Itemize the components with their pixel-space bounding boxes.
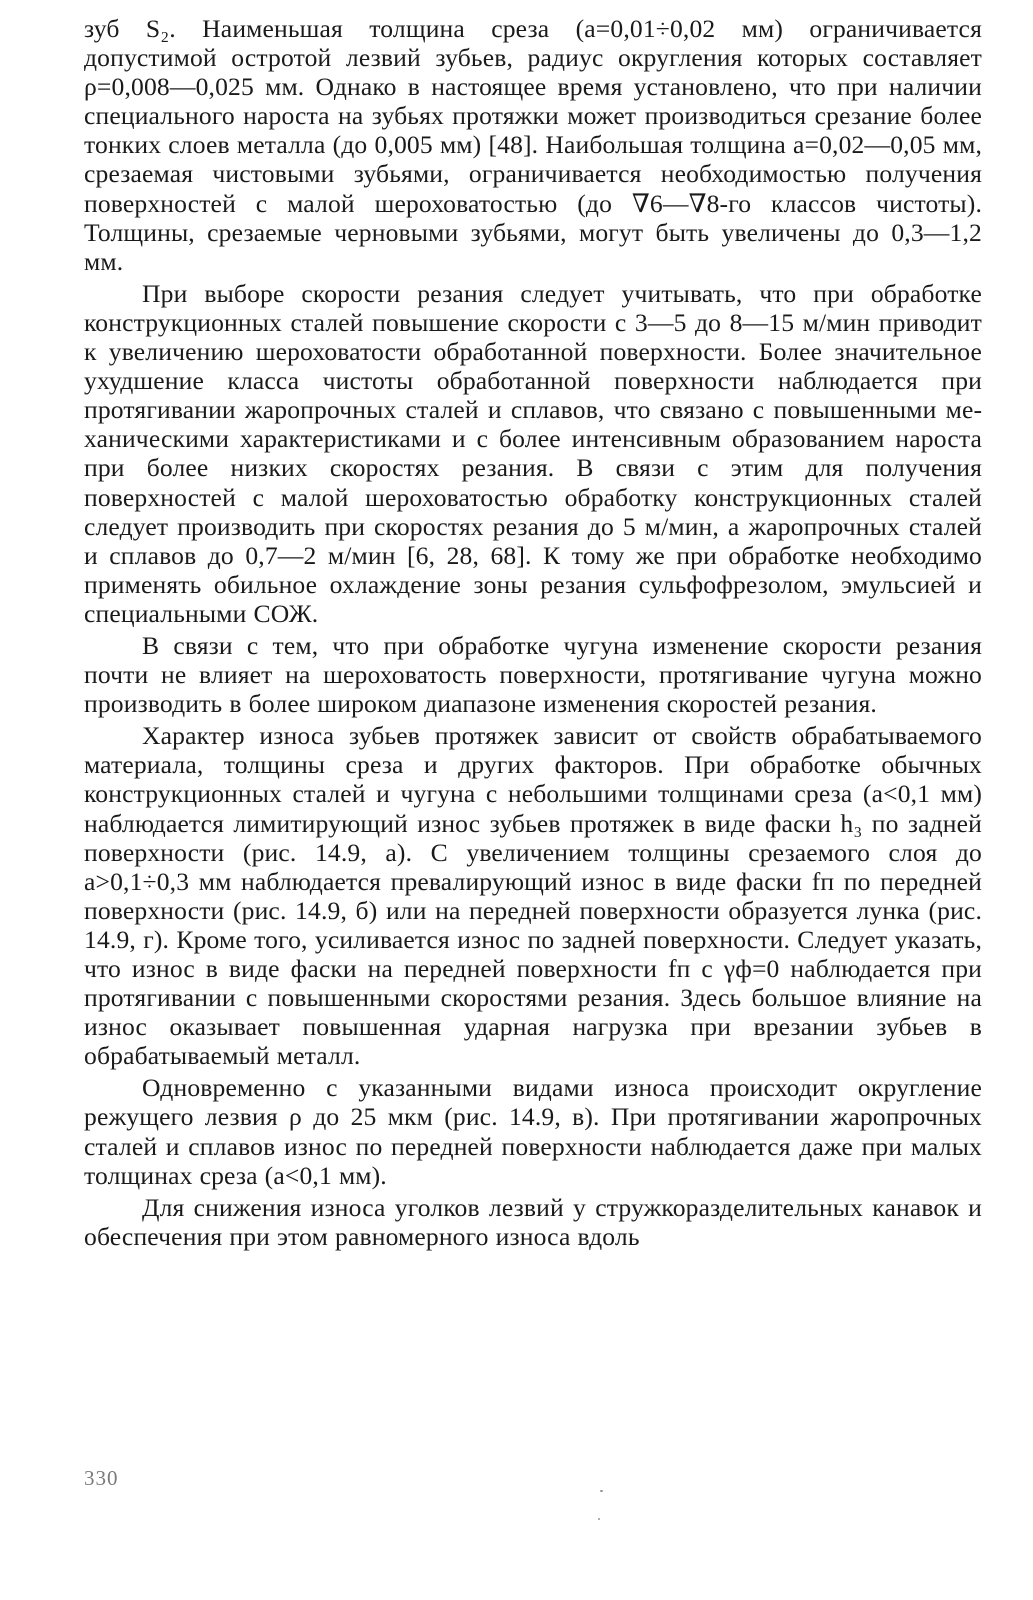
scan-speck xyxy=(598,1518,600,1520)
scan-speck xyxy=(600,1490,603,1492)
paragraph-1: зуб S₂. Наименьшая толщина среза (a=0,01÷0,02 мм) ограничивается допустимой остротой лезвий зубьев, радиус округления которых составляет ρ=0,008—0,025 мм. Однако в настоящее время установлено, что при наличии специального нароста на зубьях протяжки может производиться срезание более тонких слоев металла (до 0,005 мм) [48]. Наибольшая толщина a=0,02—0,05 мм, срезаемая чистовыми зубьями, ограничивается необходимостью получения поверхностей с малой шероховатостью (до ∇6—∇8-го классов чистоты). Толщины, срезаемые черновыми зубьями, могут быть увеличены до 0,3—1,2 мм. xyxy=(84,14,982,276)
paragraph-5: Одновременно с указанными видами износа происходит округление режущего лезвия ρ до 25 мкм (рис. 14.9, в). При протягивании жаропрочных сталей и сплавов износ по передней поверхности наблюдается даже при малых толщинах среза (a<0,1 мм). xyxy=(84,1073,982,1190)
paragraph-2: При выборе скорости резания следует учитывать, что при обработке конструкционных сталей повышение скорости с 3—5 до 8—15 м/мин приводит к увеличению шероховатости обработанной поверхности. Более значительное ухудшение класса чистоты обработанной поверхности наблюдается при протягивании жаропрочных сталей и сплавов, что связано с повышенными механическими характеристиками и с более интенсивным образованием нароста при более низких скоростях резания. В связи с этим для получения поверхностей с малой шероховатостью обработку конструкционных сталей следует производить при скоростях резания до 5 м/мин, а жаропрочных сталей и сплавов до 0,7—2 м/мин [6, 28, 68]. К тому же при обработке необходимо применять обильное охлаждение зоны резания сульфофрезолом, эмульсией и специальными СОЖ. xyxy=(84,278,982,628)
page-body xyxy=(84,14,982,1254)
page-number: 330 xyxy=(84,1466,119,1490)
paragraph-3: В связи с тем, что при обработке чугуна изменение скорости резания почти не влияет на шероховатость поверхности, протягивание чугуна можно производить в более широком диапазоне изменения скоростей резания. xyxy=(84,630,982,719)
paragraph-6: Для снижения износа уголков лезвий у стружкоразделительных канавок и обеспечения при этом равномерного износа вдоль xyxy=(84,1192,982,1251)
paragraph-4: Характер износа зубьев протяжек зависит от свойств обрабатываемого материала, толщины среза и других факторов. При обработке обычных конструкционных сталей и чугуна с небольшими толщинами среза (a<0,1 мм) наблюдается лимитирующий износ зубьев протяжек в виде фаски h₃ по задней поверхности (рис. 14.9, a). С увеличением толщины срезаемого слоя до a>0,1÷0,3 мм наблюдается превалирующий износ в виде фаски fп по передней поверхности (рис. 14.9, б) или на передней поверхности образуется лунка (рис. 14.9, г). Кроме того, усиливается износ по задней поверхности. Следует указать, что износ в виде фаски на передней поверхности fп с γф=0 наблюдается при протягивании с повышенными скоростями резания. Здесь большое влияние на износ оказывает повышенная ударная нагрузка при врезании зубьев в обрабатываемый металл. xyxy=(84,721,982,1071)
